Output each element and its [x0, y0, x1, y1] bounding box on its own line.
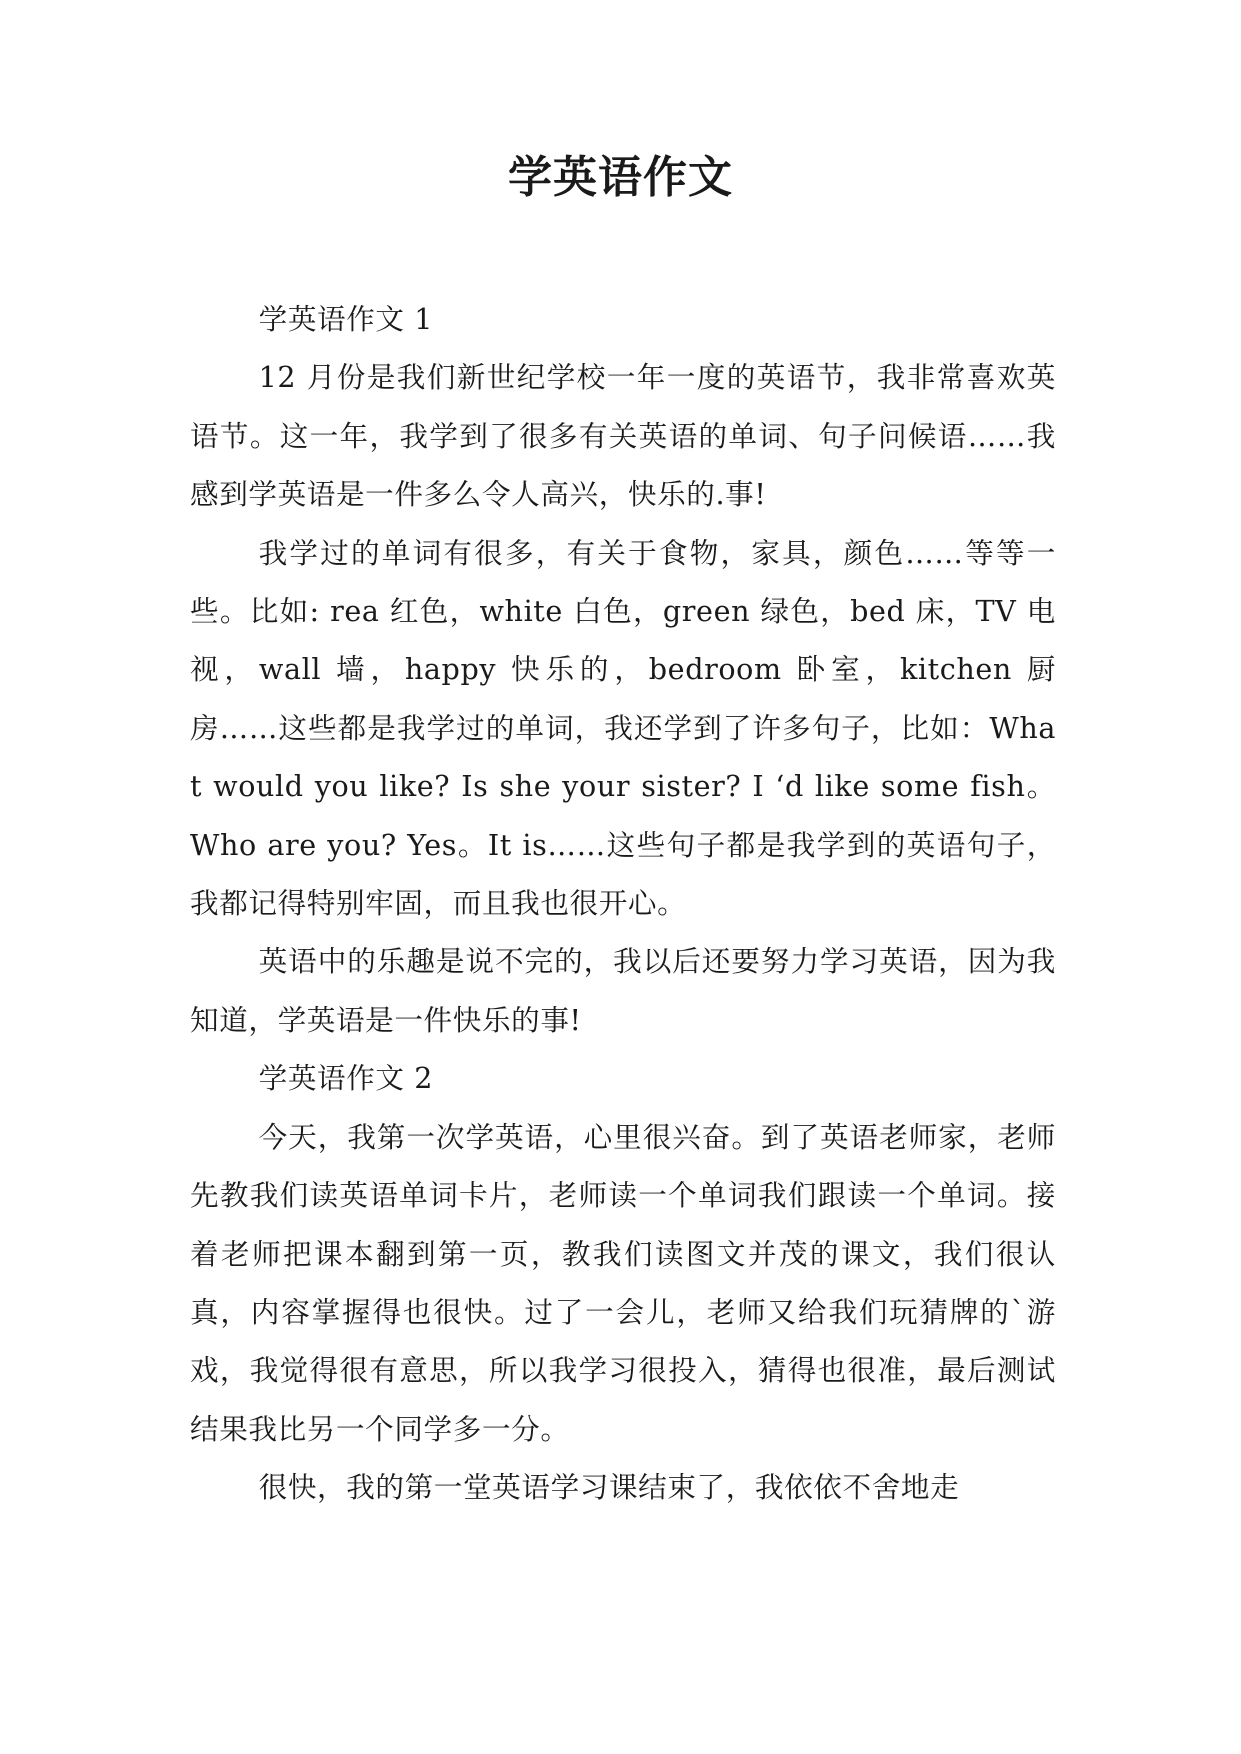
paragraph-4: 今天，我第一次学英语，心里很兴奋。到了英语老师家，老师先教我们读英语单词卡片，老师读一个单词我们跟读一个单词。接着老师把课本翻到第一页，教我们读图文并茂的课文，我们很认真，内容掌握得也很快。过了一会儿，老师又给我们玩猜牌的`游戏，我觉得很有意思，所以我学习很投入，猜得也很准，最后测试结果我比另一个同学多一分。: [190, 1119, 1056, 1446]
section-heading-1: 学英语作文 1: [258, 302, 434, 336]
document-body: [190, 290, 1056, 1517]
paragraph-3: 英语中的乐趣是说不完的，我以后还要努力学习英语，因为我知道，学英语是一件快乐的事!: [190, 944, 1056, 1037]
paragraph-2: 我学过的单词有很多，有关于食物，家具，颜色……等等一些。比如: rea 红色，white 白色，green 绿色，bed 床，TV 电视，wall 墙，happy 快乐的，bedroom 卧室，kitchen 厨房……这些都是我学过的单词，我还学到了许多句子，比如：What would you like? Is she your sister? I ‘d like some fish。Who are you? Yes。It is……这些句子都是我学到的英语句子，我都记得特别牢固，而且我也很开心。: [190, 535, 1056, 921]
paragraph-1: 12 月份是我们新世纪学校一年一度的英语节，我非常喜欢英语节。这一年，我学到了很多有关英语的单词、句子问候语……我感到学英语是一件多么令人高兴，快乐的.事!: [190, 360, 1056, 512]
section-heading-2: 学英语作文 2: [258, 1061, 434, 1096]
document-title: 学英语作文: [508, 152, 733, 203]
paragraph-5: 很快，我的第一堂英语学习课结束了，我依依不舍地走: [258, 1470, 960, 1505]
